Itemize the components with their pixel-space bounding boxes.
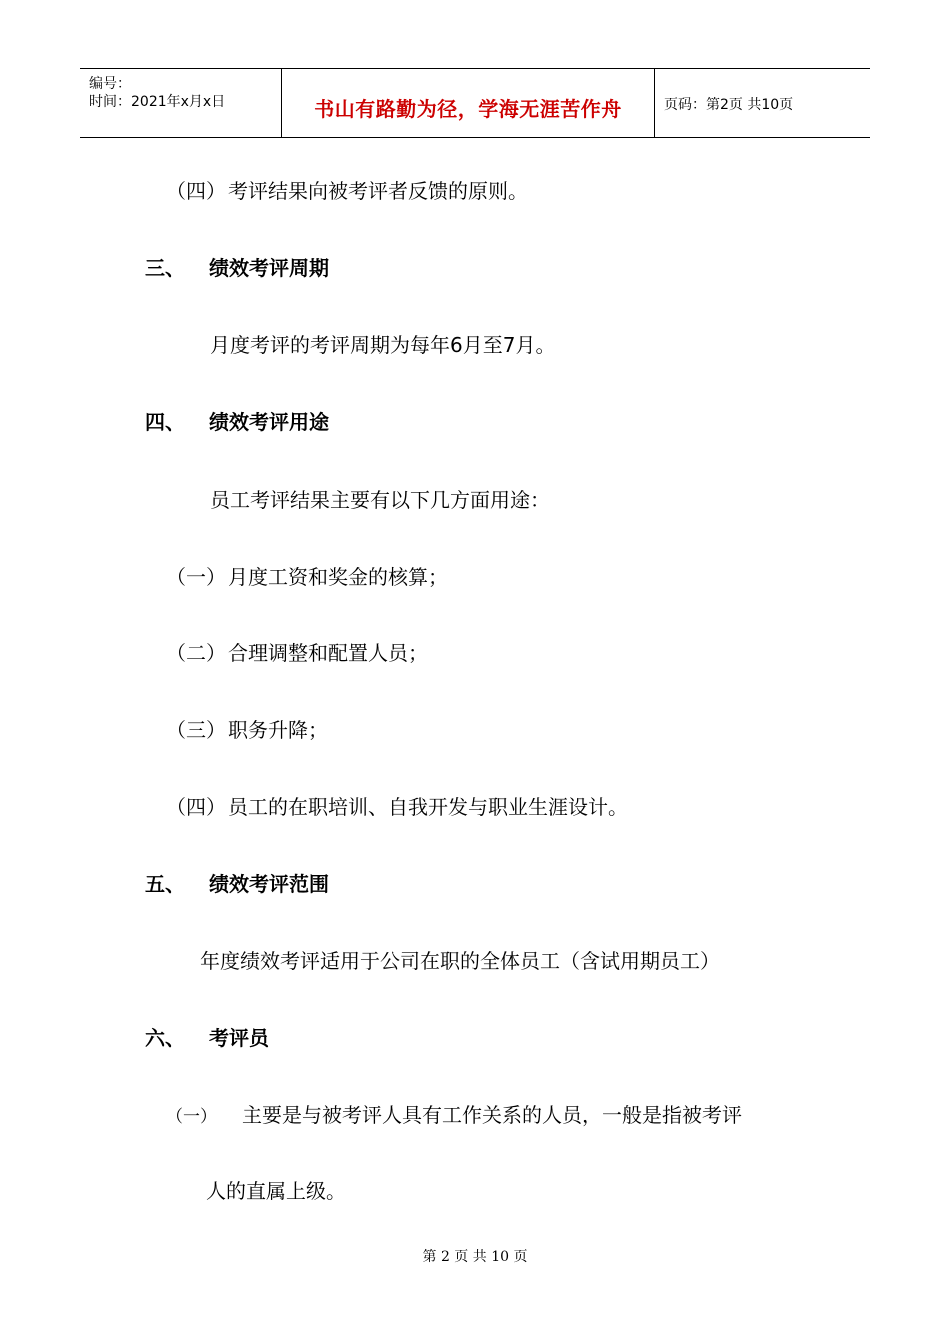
header-motto: 书山有路勤为径，学海无涯苦作舟 xyxy=(314,97,622,121)
section-title: 绩效考评用途 xyxy=(209,410,329,434)
section-number: 三、 xyxy=(145,256,185,280)
list-item xyxy=(166,175,528,204)
section-number: 五、 xyxy=(145,872,185,896)
section-number: 六、 xyxy=(145,1026,185,1050)
page-footer: 第 2 页 共 10 页 xyxy=(422,1249,528,1265)
section-heading xyxy=(145,406,329,435)
header-meta xyxy=(80,69,280,137)
item-label: （四） xyxy=(166,179,226,203)
section-heading xyxy=(145,252,329,281)
item-label: （一） xyxy=(166,565,226,589)
list-item xyxy=(166,791,628,820)
paragraph-continuation: 人的直属上级。 xyxy=(206,1179,346,1203)
section-heading xyxy=(145,868,329,897)
item-label: （三） xyxy=(166,718,226,742)
number-label: 编号： xyxy=(89,76,131,92)
item-text: 主要是与被考评人具有工作关系的人员，一般是指被考评 xyxy=(242,1103,742,1127)
item-text: 合理调整和配置人员； xyxy=(228,641,428,665)
list-item xyxy=(166,561,448,590)
list-item xyxy=(166,1099,742,1128)
item-label: （二） xyxy=(166,641,226,665)
header-motto-cell xyxy=(281,69,655,137)
paragraph: 月度考评的考评周期为每年6月至7月。 xyxy=(210,333,556,357)
paragraph: 年度绩效考评适用于公司在职的全体员工（含试用期员工） xyxy=(200,949,720,973)
list-item xyxy=(166,714,328,743)
section-title: 考评员 xyxy=(209,1026,269,1050)
item-text: 考评结果向被考评者反馈的原则。 xyxy=(228,179,528,203)
page-header xyxy=(80,68,870,138)
section-title: 绩效考评范围 xyxy=(209,872,329,896)
item-text: 职务升降； xyxy=(228,718,328,742)
item-text: 员工的在职培训、自我开发与职业生涯设计。 xyxy=(228,795,628,819)
section-title: 绩效考评周期 xyxy=(209,256,329,280)
item-label: （一） xyxy=(166,1107,217,1127)
header-page-info: 页码：第2页 共10页 xyxy=(664,97,794,113)
header-page-cell xyxy=(654,69,870,137)
section-heading xyxy=(145,1022,269,1051)
item-text: 月度工资和奖金的核算； xyxy=(228,565,448,589)
paragraph: 员工考评结果主要有以下几方面用途： xyxy=(210,488,550,512)
item-label: （四） xyxy=(166,795,226,819)
list-item xyxy=(166,637,428,666)
time-label: 时间：2021年x月x日 xyxy=(89,94,226,110)
section-number: 四、 xyxy=(145,410,185,434)
